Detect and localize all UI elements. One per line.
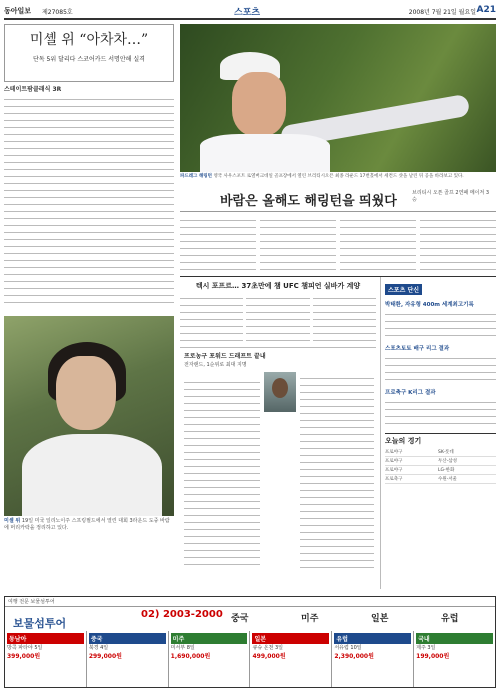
basketball-headline: 프로농구 포워드 드래프트 끝내 bbox=[184, 353, 266, 360]
photo-face bbox=[232, 72, 286, 136]
brief-title: 프로축구 K리그 결과 bbox=[385, 390, 436, 396]
caption-name: 미셸 위 bbox=[4, 518, 21, 524]
table-cell: 프로축구 bbox=[385, 475, 438, 484]
ad-tab: 유럽 bbox=[441, 614, 459, 624]
table-row bbox=[385, 448, 496, 457]
page-number: A21 bbox=[476, 5, 496, 15]
caption-text: 영국 사우스포트 로열버크데일 골프장에서 열린 브리티시오픈 최종 라운드 17번홀에서 세컨드 샷을 날린 뒤 공을 바라보고 있다. bbox=[213, 174, 464, 179]
table-row bbox=[385, 475, 496, 484]
ad-phone: 02) 2003-2000 bbox=[141, 609, 223, 620]
ad-block-line: 미서부 8일 bbox=[170, 645, 195, 651]
ad-block-price: 499,000원 bbox=[252, 653, 286, 660]
brief-title: 박태환, 자유형 400m 세계최고기록 bbox=[385, 302, 474, 308]
brief-text bbox=[385, 354, 496, 384]
basketball-article bbox=[180, 347, 376, 587]
table-cell: 프로야구 bbox=[385, 448, 438, 457]
article-column bbox=[260, 216, 336, 270]
ad-block bbox=[249, 631, 331, 687]
ufc-article-text bbox=[180, 294, 376, 348]
article-column bbox=[313, 294, 376, 348]
section-title: 스포츠 bbox=[234, 8, 261, 18]
ad-tab: 미주 bbox=[301, 614, 319, 624]
left-photo-caption bbox=[4, 518, 174, 532]
ufc-headline: 텍시 포프르… 37초만에 챔 UFC 챔피언 실바가 계양 bbox=[195, 282, 361, 290]
article-column bbox=[300, 374, 374, 568]
ad-blocks bbox=[5, 631, 495, 687]
ad-block bbox=[168, 631, 250, 687]
left-article bbox=[4, 86, 174, 305]
main-headline-box bbox=[180, 188, 496, 212]
table-cell: 수원-서울 bbox=[438, 475, 496, 484]
table-cell: 프로야구 bbox=[385, 466, 438, 475]
ad-block-heading: 동남아 bbox=[7, 633, 84, 644]
ufc-article bbox=[180, 277, 376, 589]
left-subheadline: 단독 5위 달리다 스코어카드 서명안해 실격 bbox=[33, 56, 145, 63]
table-cell: 두산-삼성 bbox=[438, 457, 496, 466]
article-column bbox=[180, 294, 243, 348]
photo-shirt bbox=[22, 434, 162, 516]
article-column bbox=[340, 216, 416, 270]
player-photo bbox=[264, 372, 296, 412]
ad-block bbox=[86, 631, 168, 687]
article-column bbox=[184, 378, 260, 568]
harrington-photo bbox=[180, 24, 496, 172]
ad-tab: 일본 bbox=[371, 614, 389, 624]
michelle-wie-photo bbox=[4, 316, 174, 516]
ad-logo: 보물섬투어 bbox=[13, 617, 67, 630]
basketball-subheadline: 전자랜드, 1순위로 최대 지명 bbox=[184, 362, 247, 368]
games-table bbox=[385, 448, 496, 484]
left-headline-box bbox=[4, 24, 174, 82]
ad-block bbox=[5, 631, 86, 687]
left-column bbox=[4, 24, 174, 590]
ad-block-line: 방콕 파타야 5일 bbox=[7, 645, 43, 651]
travel-advertisement bbox=[4, 596, 496, 688]
ad-block-heading: 국내 bbox=[416, 633, 493, 644]
table-cell: SK-롯데 bbox=[438, 448, 496, 457]
left-headline: 미셸 위 “아차차…” bbox=[29, 32, 149, 48]
brief-text bbox=[385, 398, 496, 428]
photo-face bbox=[56, 356, 116, 430]
ad-block bbox=[413, 631, 495, 687]
table-cell: 프로야구 bbox=[385, 457, 438, 466]
masthead bbox=[4, 4, 496, 20]
article-column bbox=[420, 216, 496, 270]
ad-block-price: 2,390,000원 bbox=[334, 653, 374, 660]
article-column bbox=[180, 216, 256, 270]
ad-block-line: 서유럽 10일 bbox=[334, 645, 362, 651]
ad-block-price: 399,000원 bbox=[7, 653, 41, 660]
brief-title: 스포츠토토 배구 리그 결과 bbox=[385, 346, 450, 352]
briefs-label: 스포츠 단신 bbox=[385, 284, 422, 295]
article-column bbox=[246, 294, 309, 348]
main-article bbox=[180, 216, 496, 270]
todays-games bbox=[385, 433, 496, 484]
article-text-lines bbox=[4, 95, 174, 305]
ad-block-heading: 미주 bbox=[171, 633, 248, 644]
todays-games-title: 오늘의 경기 bbox=[385, 437, 422, 445]
middle-row bbox=[180, 276, 496, 588]
issue-number: 제27085호 bbox=[42, 9, 73, 16]
caption-name: 파드레그 해링턴 bbox=[180, 174, 212, 179]
caption-text: 19일 미국 일리노이주 스프링필드에서 열린 대회 3라운드 도중 바람에 머리카락을 정리하고 있다. bbox=[4, 518, 170, 531]
table-cell: LG-한화 bbox=[438, 466, 496, 475]
ad-block-price: 1,690,000원 bbox=[170, 653, 211, 660]
sports-briefs bbox=[380, 277, 496, 589]
ad-tab: 중국 bbox=[231, 614, 249, 624]
issue-date: 2008년 7월 21일 월요일 bbox=[408, 9, 476, 16]
left-kicker: 스테이트팜클래식 3R bbox=[4, 86, 62, 93]
newspaper-brand: 동아일보 bbox=[4, 7, 32, 15]
ad-block-line: 북경 4일 bbox=[88, 645, 109, 651]
table-row bbox=[385, 466, 496, 475]
ad-block-heading: 중국 bbox=[89, 633, 166, 644]
ad-block bbox=[331, 631, 413, 687]
photo-shirt bbox=[200, 134, 330, 172]
ad-block-heading: 일본 bbox=[252, 633, 329, 644]
ad-block-line: 제주 3일 bbox=[416, 645, 436, 651]
ad-topline: 여행 전문 보물섬투어 bbox=[5, 597, 495, 607]
main-subheadline: 브리티시 오픈 골프 2연패 메이저 3승 bbox=[412, 190, 490, 203]
ad-block-line: 큐슈 온천 3일 bbox=[252, 645, 283, 651]
main-headline: 바람은 올해도 해링턴을 띄웠다 bbox=[220, 194, 397, 209]
brief-text bbox=[385, 310, 496, 340]
main-photo-caption bbox=[180, 174, 496, 180]
table-row bbox=[385, 457, 496, 466]
ad-block-heading: 유럽 bbox=[334, 633, 411, 644]
ad-block-price: 199,000원 bbox=[416, 653, 450, 660]
ad-block-price: 299,000원 bbox=[88, 653, 122, 660]
